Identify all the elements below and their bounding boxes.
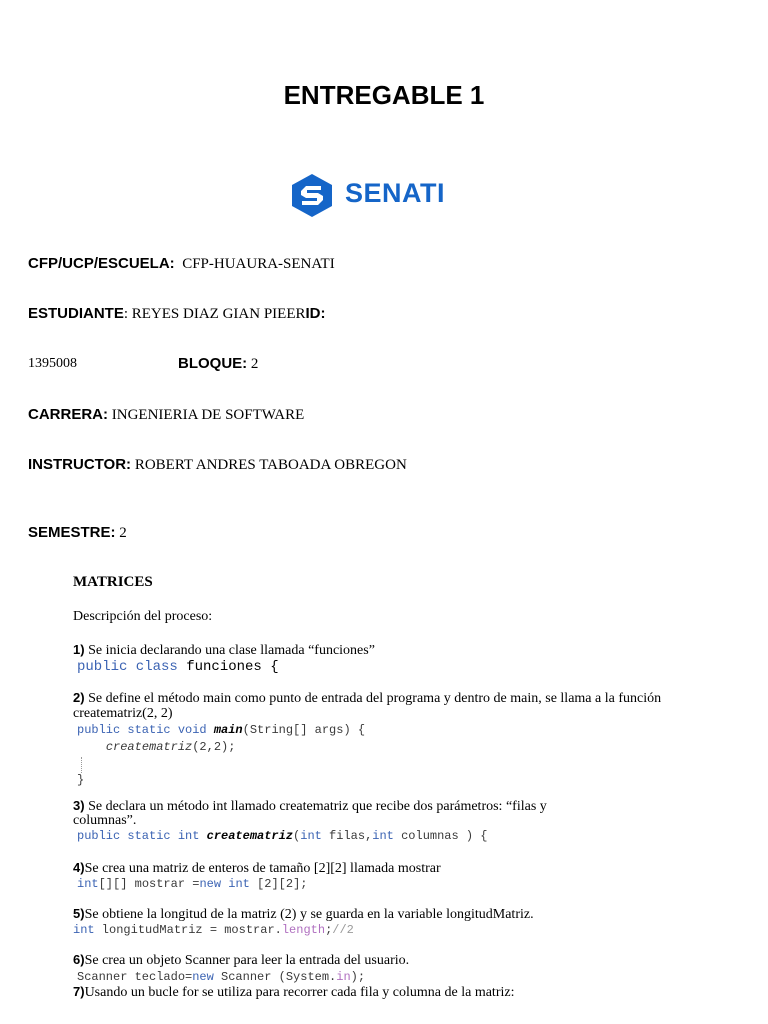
code-length: int longitudMatriz = mostrar.length;//2 xyxy=(73,923,354,937)
field-value: INGENIERIA DE SOFTWARE xyxy=(111,407,305,423)
step-text: Se crea un objeto Scanner para leer la entrada del usuario. xyxy=(84,953,410,968)
step-number: 1) xyxy=(73,642,85,657)
field-value: : REYES DIAZ GIAN PIEER xyxy=(123,306,306,322)
senati-logo xyxy=(290,172,446,222)
step-4 xyxy=(73,860,441,877)
step-7 xyxy=(73,984,514,1001)
step-text: Se declara un método int llamado creatematriz que recibe dos parámetros: “filas y xyxy=(84,799,547,814)
field-label: SEMESTRE: xyxy=(28,524,116,541)
section-heading: MATRICES xyxy=(73,574,153,590)
step-3-continuation: columnas”. xyxy=(73,813,137,828)
code-main-call: creatematriz(2,2); xyxy=(105,740,236,754)
step-2 xyxy=(73,690,661,707)
document-title: ENTREGABLE 1 xyxy=(283,80,485,110)
step-5 xyxy=(73,906,534,923)
step-number: 6) xyxy=(73,952,85,967)
code-main-method: public static void main(String[] args) { xyxy=(77,723,366,737)
step-number: 3) xyxy=(73,798,85,813)
code-creatematriz-signature: public static int creatematriz(int filas,int columnas ) { xyxy=(77,829,488,843)
logo-text: SENATI xyxy=(345,178,446,208)
section-intro: Descripción del proceso: xyxy=(73,609,213,624)
field-estudiante xyxy=(28,305,326,323)
field-label: CARRERA: xyxy=(28,406,108,423)
field-bloque xyxy=(178,355,258,373)
step-text: Se obtiene la longitud de la matriz (2) y se guarda en la variable longitudMatriz. xyxy=(84,907,534,922)
field-instructor xyxy=(28,456,407,474)
field-label: INSTRUCTOR: xyxy=(28,456,132,473)
step-number: 7) xyxy=(73,984,85,999)
code-class-declaration: public class funciones { xyxy=(77,659,279,675)
field-carrera xyxy=(28,406,304,424)
field-label: BLOQUE: xyxy=(178,355,248,372)
step-1 xyxy=(73,642,375,659)
step-6 xyxy=(73,952,409,969)
step-2-continuation: creatematriz(2, 2) xyxy=(73,706,173,721)
step-text: Se inicia declarando una clase llamada “funciones” xyxy=(84,643,375,658)
id-value: 1395008 xyxy=(28,356,77,371)
step-text: Se crea una matriz de enteros de tamaño [2][2] llamada mostrar xyxy=(84,861,441,876)
field-value: 2 xyxy=(250,356,259,372)
id-label: ID: xyxy=(305,305,326,322)
step-text: Usando un bucle for se utiliza para recorrer cada fila y columna de la matriz: xyxy=(84,985,515,1000)
code-main-close: } xyxy=(77,773,85,787)
field-value: 2 xyxy=(119,525,127,541)
step-text: Se define el método main como punto de entrada del programa y dentro de main, se llama a la función xyxy=(84,691,662,706)
senati-logo-icon xyxy=(290,172,334,218)
field-label: ESTUDIANTE xyxy=(28,305,124,322)
step-number: 2) xyxy=(73,690,85,705)
field-value: ROBERT ANDRES TABOADA OBREGON xyxy=(134,457,407,473)
step-3 xyxy=(73,798,547,815)
field-semestre xyxy=(28,524,127,542)
step-number: 5) xyxy=(73,906,85,921)
indent-guide xyxy=(81,757,83,773)
step-number: 4) xyxy=(73,860,85,875)
field-label: CFP/UCP/ESCUELA: xyxy=(28,255,175,272)
code-scanner: Scanner teclado=new Scanner (System.in); xyxy=(77,970,366,984)
code-matrix-declaration: int[][] mostrar =new int [2][2]; xyxy=(77,877,308,891)
field-value: CFP-HUAURA-SENATI xyxy=(182,256,335,272)
field-cfp xyxy=(28,255,335,273)
